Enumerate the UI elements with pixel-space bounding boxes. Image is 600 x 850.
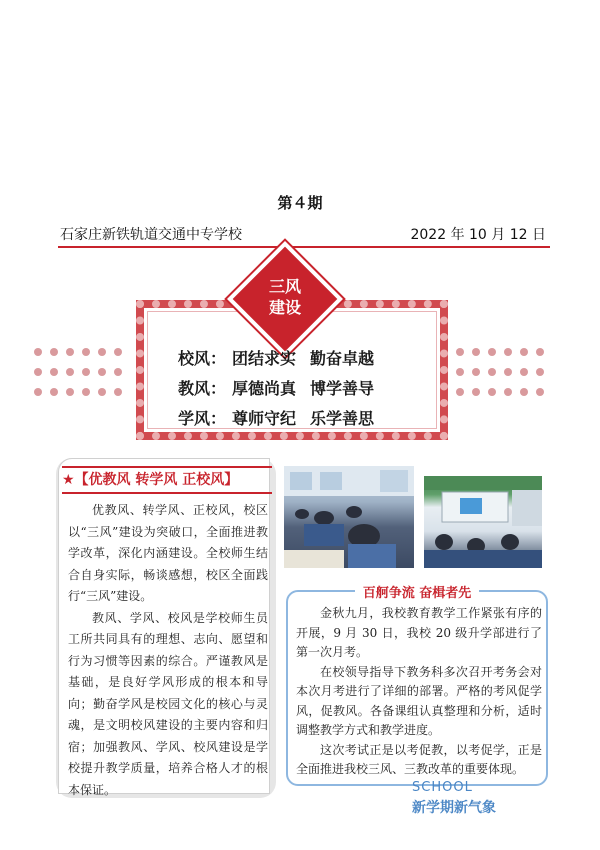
school-name: 石家庄新铁轨道交通中专学校 [60, 227, 242, 243]
motto-learning [178, 406, 438, 429]
right-article-body [296, 604, 542, 780]
motto-teaching [178, 376, 438, 399]
masthead [58, 224, 550, 248]
badge-line-2: 建设 [268, 298, 301, 317]
issue-date: 2022 年 10 月 12 日 [410, 227, 546, 243]
left-dot-pattern [34, 348, 122, 396]
motto-label: 校风： [178, 349, 227, 368]
motto-label: 学风： [178, 409, 227, 428]
paragraph: 金秋九月，我校教育教学工作紧张有序的开展，9 月 30 日，我校 20 级升学部进行了第一次月考。 [296, 606, 542, 659]
motto-school [178, 346, 438, 369]
motto-label: 教风： [178, 379, 227, 398]
left-article-title: ★【优教风 转学风 正校风】 [62, 466, 272, 494]
motto-phrase: 尊师守纪 [232, 409, 297, 428]
motto-phrase: 博学善导 [310, 379, 375, 398]
new-semester-slogan: 新学期新气象 [412, 800, 496, 816]
left-article-body [68, 500, 268, 801]
classroom-photo [424, 476, 542, 568]
exam-room-photo [284, 466, 414, 568]
paragraph: 这次考试正是以考促教，以考促学，正是全面推进我校三风、三教改革的重要体现。 [296, 742, 542, 776]
school-wordmark: SCHOOL [412, 780, 473, 795]
issue-number: 第４期 [277, 194, 323, 212]
paragraph: 优教风、转学风、正校风，校区以“三风”建设为突破口，全面推进教学改革，深化内涵建设。全校师生结合自身实际，畅谈感想，校区全面践行“三风”建设。 [68, 503, 268, 603]
motto-phrase: 团结求实 [232, 349, 297, 368]
paragraph: 在校领导指导下教务科多次召开考务会对本次月考进行了详细的部署。严格的考风促学风，促教风。各备课组认真整理和分析，适时调整教学方式和教学进度。 [296, 664, 542, 737]
banner-badge-text [248, 276, 322, 318]
right-dot-pattern [456, 348, 544, 396]
motto-phrase: 勤奋卓越 [310, 349, 375, 368]
right-article-title [286, 582, 548, 601]
motto-phrase: 乐学善思 [310, 409, 375, 428]
right-article-title-text: 百舸争流 奋楫者先 [355, 586, 480, 601]
badge-line-1: 三风 [268, 277, 301, 296]
motto-phrase: 厚德尚真 [232, 379, 297, 398]
paragraph: 教风、学风、校风是学校师生员工所共同具有的理想、志向、愿望和行为习惯等因素的综合。严谨教风是基础，是良好学风形成的根本和导向；勤奋学风是校园文化的核心与灵魂，是文明校风建设的主要内容和归宿；加强教风、学风、校风建设是学校提升教学质量，培养合格人才的根本保证。 [68, 610, 268, 797]
